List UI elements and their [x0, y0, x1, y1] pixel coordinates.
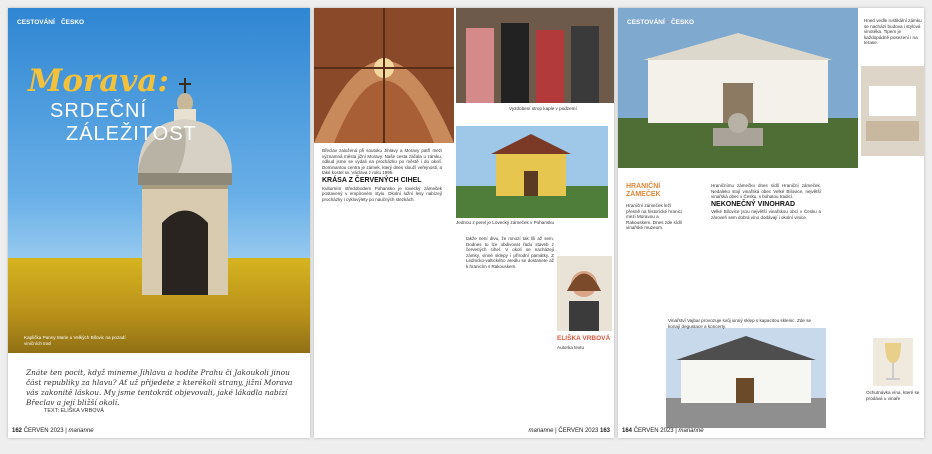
page-footer: 164 ČERVEN 2023 | marianne: [622, 428, 704, 434]
vaulted-ceiling-photo: [314, 8, 454, 143]
photo-caption: Vinařství Vajbar provozuje svůj vinný sklep s kapacitou sklenic. Zde se konají degustace a koncerty.: [668, 318, 812, 329]
people-photo: [456, 8, 614, 103]
highlight-text: Hraniční zámeček leží přesně na historické hranici mezi Moravou a Rakouskem. Dnes zde sídlí vinařské muzeum.: [626, 203, 682, 230]
section-label: CESTOVÁNÍ · ČESKO: [627, 19, 695, 26]
page-footer: marianne | ČERVEN 2023 163: [528, 428, 610, 434]
headline-line3: ZÁLEŽITOST: [66, 123, 197, 145]
photo-caption: Kaplička Panny Marie u Velkých Bílovic na pozadí viničních tratí: [24, 335, 126, 346]
body-column-2: takže není divu, že mnozí tak šli až sem. Dodnes tu lze obdivovat řadu staveb z červených cihel. V okolí se nacházejí zámky, vinné sklepy i přírodní památky. Z Lednicko-valtického areálu se dostanete až k hranicím s Rakouskem.: [466, 236, 554, 269]
winery-photo: [666, 328, 826, 428]
interior-photo: [861, 66, 924, 156]
section-heading: KRÁSA Z ČERVENÝCH CIHEL: [322, 176, 422, 184]
wine-glass-photo: [873, 338, 913, 386]
highlight-title: HRANIČNÍ ZÁMEČEK: [626, 183, 661, 198]
side-caption: Jednou z perel je Lovecký zámeček v Pohansku: [456, 220, 555, 225]
section-heading: NEKONEČNÝ VINOHRAD: [711, 200, 796, 208]
page-middle: [314, 8, 614, 438]
right-caption: Ochutnávka vína, které se prodává u vinaře: [866, 390, 920, 401]
author-credit: TEXT: ELIŠKA VRBOVÁ: [44, 408, 104, 414]
lead-paragraph: Znáte ten pocit, když mineте Jihlavu a hodíte Prahu či Jakoukoli jinou část republiky za hlavu? Ať už přijedete z kterékoli strany, jižní Morava vás zakonitě láskou. My jsme tentokrát objevovali, jaké lákadla nabízí Břeclav a její bližší okolí.: [26, 368, 293, 407]
page-footer: 162 ČERVEN 2023 | marianne: [12, 428, 94, 434]
chateau-photo: [618, 8, 858, 168]
hunting-lodge-photo: [456, 126, 608, 218]
headline-line2: SRDEČNÍ: [50, 100, 148, 122]
page-left: [8, 8, 310, 438]
author-portrait-photo: [557, 256, 612, 331]
author-caption: Autorka textu: [557, 345, 585, 350]
headline: Morava:: [28, 63, 169, 99]
body-column: Hraničnímu zámečku dnes sídlí Hraniční zámeček. Nedaleko stojí vinařská obec Velké Bílovice, největší vinařská obec v Česku, s bohatou tradicí. NEKONEČNÝ VINOHRAD Velké Bílovice jsou největší vinařskou obcí v Česku a zároveň sem dobrá víno dodávají i okolní vinice.: [711, 183, 821, 220]
corner-caption: Hned vedle rustikální zámku se nachází budova i stylová vinotéka. Tipem je každopádně posezení i na terase.: [864, 18, 922, 45]
body-column-1: Břeclav založená při soutoku Jihlavy a Moravy patří mezi významná města jižní Moravy. Naše cesta začala u zámku, odkud jsme se vydali na procházku po městě i do okolí. Dominantou centra je zámek, který dnes slouží veřejnosti, a také kostel sv. Václava z roku 1995. KRÁSA Z ČERVENÝCH CIHEL Kulturním středobodem Pohansko je lovecký zámeček postavený v empírovém stylu. Okolní lužní lesy nabízejí procházky i cyklovýlety po naučných stezkách.: [322, 148, 442, 202]
page-right: [618, 8, 924, 438]
author-name: ELIŠKA VRBOVÁ: [557, 335, 611, 342]
section-label: CESTOVÁNÍ · ČESKO: [17, 19, 85, 26]
top-caption: Vyzdobení strop kaple v podzemí: [509, 106, 577, 111]
